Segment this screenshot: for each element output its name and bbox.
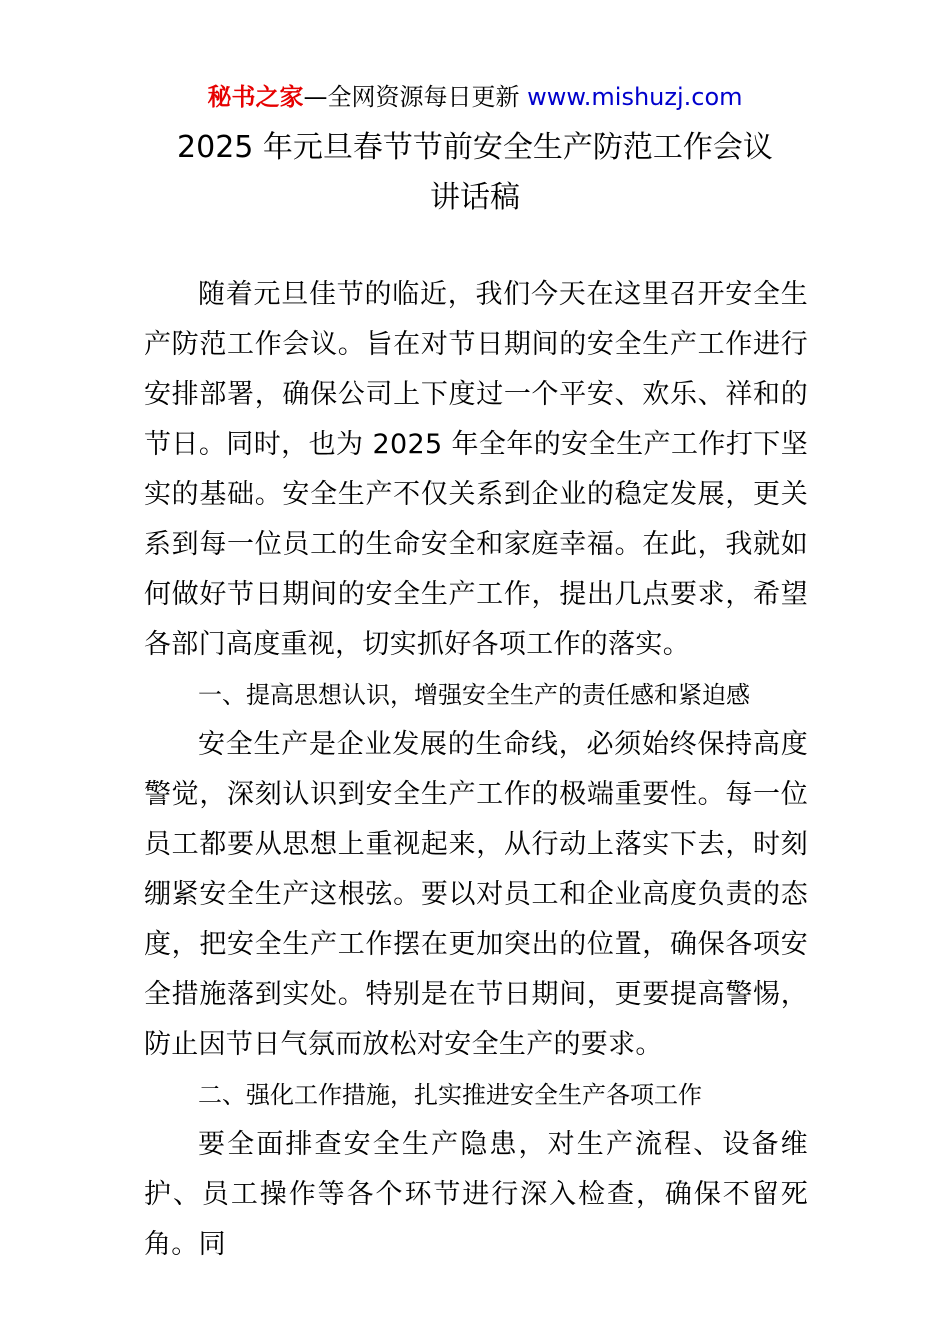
intro-paragraph: 随着元旦佳节的临近，我们今天在这里召开安全生产防范工作会议。旨在对节日期间的安全生产工作进行安排部署，确保公司上下度过一个平安、欢乐、祥和的节日。同时，也为 2025 年全年的安全生产工作打下坚实的基础。安全生产不仅关系到企业的稳定发展，更关系到每一位员工的生命安全和家庭幸福。在此，我就如何做好节日期间的安全生产工作，提出几点要求，希望各部门高度重视，切实抓好各项工作的落实。 (144, 279, 808, 660)
site-tagline: —全网资源每日更新 (303, 83, 520, 111)
brand-name: 秘书之家 (207, 83, 304, 111)
document-title-line2: 讲话稿 (430, 180, 520, 215)
section1-paragraph: 安全生产是企业发展的生命线，必须始终保持高度警觉，深刻认识到安全生产工作的极端重要性。每一位员工都要从思想上重视起来，从行动上落实下去，时刻绷紧安全生产这根弦。要以对员工和企业高度负责的态度，把安全生产工作摆在更加突出的位置，确保各项安全措施落到实处。特别是在节日期间，更要提高警惕，防止因节日气氛而放松对安全生产的要求。 (144, 729, 808, 1060)
section1-heading: 一、提高思想认识，增强安全生产的责任感和紧迫感 (198, 681, 750, 709)
document-title-line1: 2025 年元旦春节节前安全生产防范工作会议 (177, 130, 773, 165)
document-body (144, 270, 808, 1270)
section2-heading: 二、强化工作措施，扎实推进安全生产各项工作 (198, 1081, 702, 1109)
site-url-link[interactable]: www.mishuzj.com (527, 83, 743, 111)
section2-paragraph: 要全面排查安全生产隐患，对生产流程、设备维护、员工操作等各个环节进行深入检查，确保不留死角。同 (144, 1129, 808, 1260)
site-header (0, 80, 950, 114)
